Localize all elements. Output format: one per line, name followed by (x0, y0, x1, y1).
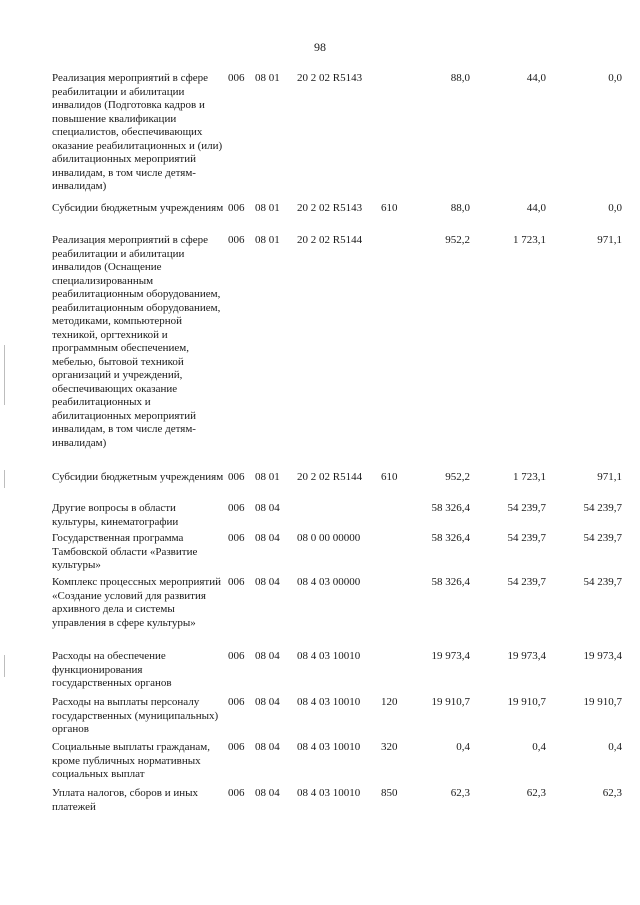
row-ved: 006 (228, 532, 245, 544)
row-vr: 610 (381, 471, 398, 483)
row-year1: 62,3 (450, 787, 470, 799)
row-year2: 62,3 (526, 787, 546, 799)
row-year3: 62,3 (602, 787, 622, 799)
row-year2: 44,0 (526, 202, 546, 214)
row-ved: 006 (228, 696, 245, 708)
row-year2: 1 723,1 (513, 234, 546, 246)
row-year2: 0,4 (532, 741, 546, 753)
row-year1: 58 326,4 (431, 532, 470, 544)
row-year3: 0,4 (608, 741, 622, 753)
row-csr: 08 0 00 00000 (297, 532, 361, 544)
row-year2: 19 910,7 (507, 696, 546, 708)
row-year3: 19 910,7 (583, 696, 622, 708)
row-year1: 88,0 (450, 202, 470, 214)
row-year1: 952,2 (445, 234, 470, 246)
row-year1: 19 910,7 (431, 696, 470, 708)
row-year1: 88,0 (450, 72, 470, 84)
row-rzpr: 08 01 (255, 234, 280, 246)
row-csr: 20 2 02 R5143 (297, 202, 363, 214)
row-name: Государственная программа Тамбовской области «Развитие культуры» (52, 532, 198, 571)
scan-margin-mark (4, 655, 5, 677)
row-ved: 006 (228, 202, 245, 214)
row-rzpr: 08 01 (255, 202, 280, 214)
row-csr: 20 2 02 R5144 (297, 234, 363, 246)
row-name: Субсидии бюджетным учреждениям (52, 202, 224, 214)
row-year2: 44,0 (526, 72, 546, 84)
row-name: Субсидии бюджетным учреждениям (52, 471, 224, 483)
row-vr: 850 (381, 787, 398, 799)
row-rzpr: 08 04 (255, 576, 280, 588)
row-name: Реализация мероприятий в сфере реабилитации и абилитации инвалидов (Оснащение специализированным реабилитационным оборудованием, реабилитационным оборудованием, методиками, компьютерной техникой, оргтехникой и программным обеспечением, мебелью, бытовой техникой организаций и учреждений, обеспечивающих оказание реабилитационных и абилитационных мероприятий инвалидам, в том числе детям-инвалидам) (52, 234, 221, 449)
scan-margin-mark (4, 345, 5, 405)
row-rzpr: 08 01 (255, 471, 280, 483)
row-rzpr: 08 04 (255, 502, 280, 514)
row-name: Социальные выплаты гражданам, кроме публичных нормативных социальных выплат (52, 741, 210, 780)
row-year3: 54 239,7 (583, 532, 622, 544)
page-number: 98 (314, 40, 326, 54)
row-rzpr: 08 04 (255, 741, 280, 753)
row-rzpr: 08 04 (255, 787, 280, 799)
row-ved: 006 (228, 502, 245, 514)
row-ved: 006 (228, 741, 245, 753)
row-year1: 19 973,4 (431, 650, 470, 662)
row-rzpr: 08 04 (255, 532, 280, 544)
row-year1: 952,2 (445, 471, 470, 483)
row-ved: 006 (228, 576, 245, 588)
row-csr: 20 2 02 R5144 (297, 471, 363, 483)
row-year2: 54 239,7 (507, 532, 546, 544)
row-year2: 19 973,4 (507, 650, 546, 662)
row-year2: 1 723,1 (513, 471, 546, 483)
row-vr: 320 (381, 741, 398, 753)
row-name: Реализация мероприятий в сфере реабилитации и абилитации инвалидов (Подготовка кадров и повышение квалификации специалистов, обеспечивающих оказание реабилитационных и (или) абилитационных мероприятий инвалидам, в том числе детям-инвалидам) (52, 72, 223, 192)
row-year3: 971,1 (597, 234, 622, 246)
row-year3: 0,0 (608, 72, 622, 84)
row-rzpr: 08 04 (255, 696, 280, 708)
scan-margin-mark (4, 470, 5, 488)
row-year3: 54 239,7 (583, 576, 622, 588)
row-csr: 20 2 02 R5143 (297, 72, 363, 84)
row-rzpr: 08 01 (255, 72, 280, 84)
row-csr: 08 4 03 10010 (297, 696, 361, 708)
row-vr: 120 (381, 696, 398, 708)
row-rzpr: 08 04 (255, 650, 280, 662)
row-name: Другие вопросы в области культуры, кинематографии (52, 502, 179, 528)
row-year3: 54 239,7 (583, 502, 622, 514)
row-vr: 610 (381, 202, 398, 214)
row-name: Расходы на выплаты персоналу государственных (муниципальных) органов (52, 696, 219, 735)
row-csr: 08 4 03 10010 (297, 787, 361, 799)
row-csr: 08 4 03 10010 (297, 741, 361, 753)
row-ved: 006 (228, 234, 245, 246)
row-csr: 08 4 03 10010 (297, 650, 361, 662)
row-year1: 0,4 (456, 741, 470, 753)
row-year3: 0,0 (608, 202, 622, 214)
row-name: Комплекс процессных мероприятий «Создание условий для развития архивного дела и системы управления в сфере культуры» (52, 576, 221, 629)
row-csr: 08 4 03 00000 (297, 576, 361, 588)
row-ved: 006 (228, 72, 245, 84)
row-name: Уплата налогов, сборов и иных платежей (52, 787, 199, 813)
row-year3: 19 973,4 (583, 650, 622, 662)
row-year2: 54 239,7 (507, 576, 546, 588)
row-name: Расходы на обеспечение функционирования государственных органов (52, 650, 172, 689)
row-year2: 54 239,7 (507, 502, 546, 514)
row-ved: 006 (228, 787, 245, 799)
row-year3: 971,1 (597, 471, 622, 483)
row-year1: 58 326,4 (431, 576, 470, 588)
row-ved: 006 (228, 650, 245, 662)
row-year1: 58 326,4 (431, 502, 470, 514)
row-ved: 006 (228, 471, 245, 483)
